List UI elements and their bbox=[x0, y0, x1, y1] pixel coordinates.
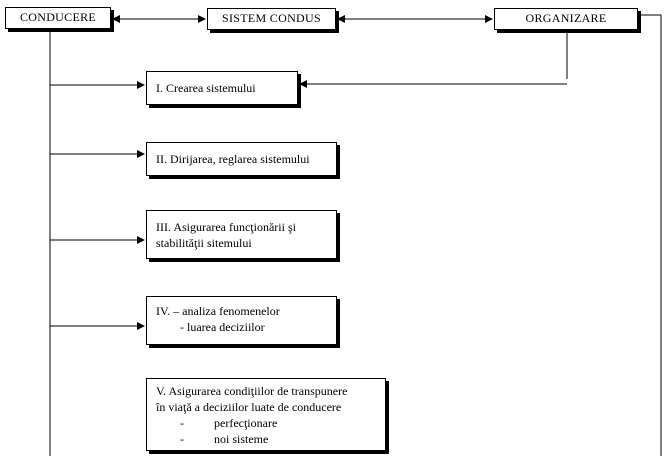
step-4-line-2: - luarea deciziilor bbox=[180, 320, 265, 334]
bullet-dash: - bbox=[180, 416, 184, 430]
sistem-condus-label: SISTEM CONDUS bbox=[222, 11, 321, 25]
step-box-5 bbox=[146, 378, 386, 451]
sistem-condus-box bbox=[207, 8, 336, 30]
step-3-line-1: III. Asigurarea funcţionării şi bbox=[156, 220, 296, 234]
step-box-3 bbox=[146, 210, 337, 259]
organizare-box bbox=[494, 8, 638, 30]
bullet-text: perfecţionare bbox=[214, 416, 278, 430]
step-5-line-1: V. Asigurarea condiţiilor de transpunere bbox=[156, 384, 348, 398]
step-5-line-2: în viaţă a deciziilor luate de conducere bbox=[156, 400, 342, 414]
bullet-dash: - bbox=[180, 432, 184, 446]
organizare-right-line bbox=[640, 15, 661, 456]
step-3-line-2: stabilităţii sitemului bbox=[156, 236, 252, 250]
step-4-line-1: IV. – analiza fenomenelor bbox=[156, 304, 280, 318]
step-box-4 bbox=[146, 296, 337, 345]
step-box-2 bbox=[146, 142, 337, 176]
organizare-label: ORGANIZARE bbox=[525, 11, 607, 25]
step-1-line-1: I. Crearea sistemului bbox=[156, 81, 256, 95]
step-5-bullet-1 bbox=[156, 415, 378, 431]
step-5-bullet-2 bbox=[156, 431, 378, 447]
step-2-line-1: II. Dirijarea, reglarea sistemului bbox=[156, 152, 310, 166]
step-box-1 bbox=[146, 71, 298, 105]
conducere-box bbox=[5, 7, 111, 29]
bullet-text: noi sisteme bbox=[214, 432, 269, 446]
conducere-label: CONDUCERE bbox=[19, 10, 97, 24]
